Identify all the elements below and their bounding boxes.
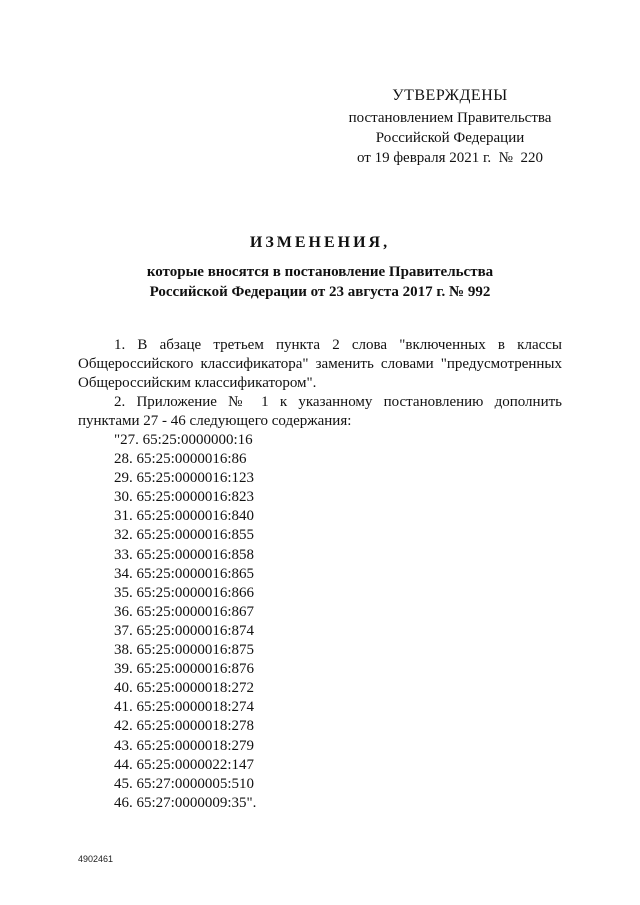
approval-heading: УТВЕРЖДЕНЫ xyxy=(392,87,508,104)
list-item: 45. 65:27:0000005:510 xyxy=(114,775,255,792)
approval-block xyxy=(330,86,570,168)
approval-line-1: постановлением Правительства xyxy=(348,110,552,126)
paragraph-1-line-1: 1. В абзаце третьем пункта 2 слова "включенных в классы xyxy=(114,337,562,353)
list-item: 29. 65:25:0000016:123 xyxy=(114,470,255,487)
paragraph-1 xyxy=(78,336,562,393)
list-item: 33. 65:25:0000016:858 xyxy=(114,546,255,563)
list-item: 34. 65:25:0000016:865 xyxy=(114,565,255,582)
list-item: 30. 65:25:0000016:823 xyxy=(114,489,255,506)
paragraph-2 xyxy=(78,393,562,431)
paragraph-2-line-1: 2. Приложение № 1 к указанному постановлению дополнить xyxy=(114,394,562,410)
list-item: 41. 65:25:0000018:274 xyxy=(114,699,255,716)
paragraph-2-line-2: пунктами 27 - 46 следующего содержания: xyxy=(78,413,352,429)
list-item: 36. 65:25:0000016:867 xyxy=(114,603,255,620)
paragraph-1-line-2: Общероссийского классификатора" заменить словами "предусмотренных xyxy=(78,356,562,372)
list-item: 40. 65:25:0000018:272 xyxy=(114,680,255,697)
list-item: 31. 65:25:0000016:840 xyxy=(114,508,255,525)
list-item: 43. 65:25:0000018:279 xyxy=(114,737,255,754)
subtitle-line-1: которые вносятся в постановление Правительства xyxy=(146,264,494,280)
document-body xyxy=(78,336,562,813)
list-item: "27. 65:25:0000000:16 xyxy=(114,432,253,448)
approval-date-line: от 19 февраля 2021 г. № 220 xyxy=(356,150,543,166)
paragraph-1-line-3: Общероссийским классификатором". xyxy=(78,375,317,391)
cadastral-number-list xyxy=(78,431,562,813)
list-item: 46. 65:27:0000009:35". xyxy=(114,794,257,811)
document-title: ИЗМЕНЕНИЯ, xyxy=(249,234,391,251)
list-item: 44. 65:25:0000022:147 xyxy=(114,756,255,773)
document-subtitle xyxy=(0,262,640,302)
list-item: 38. 65:25:0000016:875 xyxy=(114,642,255,659)
list-item: 37. 65:25:0000016:874 xyxy=(114,622,255,639)
list-item: 28. 65:25:0000016:86 xyxy=(114,451,247,468)
footer-document-code: 4902461 xyxy=(78,854,114,864)
approval-line-2: Российской Федерации xyxy=(375,130,525,146)
subtitle-line-2: Российской Федерации от 23 августа 2017 г. № 992 xyxy=(149,284,491,300)
list-item: 39. 65:25:0000016:876 xyxy=(114,661,255,678)
list-item: 32. 65:25:0000016:855 xyxy=(114,527,255,544)
list-item: 35. 65:25:0000016:866 xyxy=(114,584,255,601)
list-item: 42. 65:25:0000018:278 xyxy=(114,718,255,735)
